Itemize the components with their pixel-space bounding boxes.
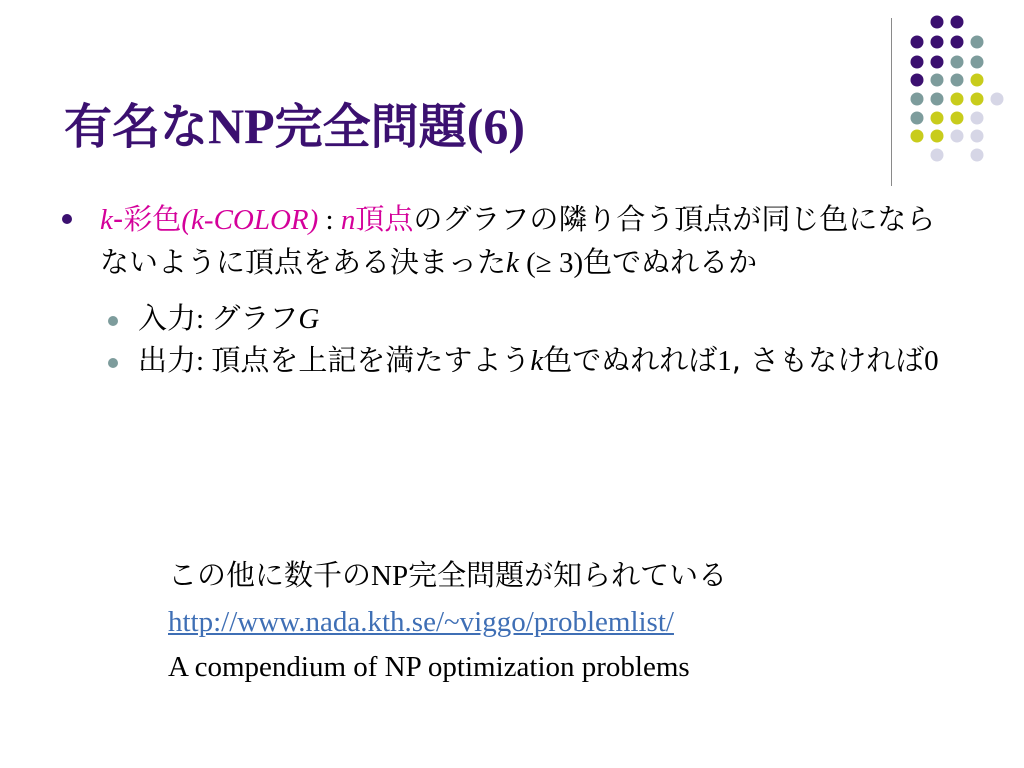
output-text-2: 色でぬれれば [543, 343, 718, 377]
decorative-dot [971, 93, 984, 106]
decorative-dot [911, 36, 924, 49]
var-n: n [340, 204, 356, 236]
note-text-2: 完全問題が知られている [408, 558, 728, 592]
note-text-1: この他に数千の [168, 558, 372, 592]
term-coloring: 彩色 [123, 202, 182, 236]
output-text-3: , さもなければ [731, 343, 925, 377]
decorative-dot [911, 130, 924, 143]
desc-part-1: のグラフの隣り合う頂点が同じ色になら [413, 202, 936, 236]
title-text-2: 完全問題 [274, 99, 467, 155]
decorative-dot [931, 56, 944, 69]
colon: : [196, 345, 212, 377]
title-text-number: (6) [466, 98, 525, 154]
decorative-dot [971, 56, 984, 69]
decorative-dot [951, 16, 964, 29]
title-text-1: 有名な [64, 99, 209, 155]
decorative-dot [911, 93, 924, 106]
reference-note [168, 553, 727, 599]
decorative-dot [931, 130, 944, 143]
desc-part-3: 色でぬれるか [583, 245, 758, 279]
decorative-dot [931, 112, 944, 125]
decorative-dot [951, 112, 964, 125]
input-label: 入力 [138, 301, 197, 335]
decorative-dot [931, 16, 944, 29]
decorative-dot [911, 56, 924, 69]
decorative-dot [971, 74, 984, 87]
decorative-dot [971, 149, 984, 162]
var-k-3: k [506, 247, 519, 279]
decorative-dot [911, 74, 924, 87]
sub-bullet-marker [108, 316, 118, 326]
title-text-np: NP [208, 98, 275, 154]
decorative-dot [951, 74, 964, 87]
constraint: (≥ 3) [518, 247, 584, 279]
decorative-divider [891, 18, 892, 186]
decorative-dot [931, 93, 944, 106]
decorative-dot [951, 130, 964, 143]
decorative-dot [951, 93, 964, 106]
bullet-marker [62, 214, 72, 224]
main-bullet-text [100, 198, 980, 284]
decorative-dot [951, 56, 964, 69]
dash: - [112, 202, 124, 236]
output-zero: 0 [924, 345, 939, 377]
decorative-dot [911, 112, 924, 125]
paren: ( [181, 204, 192, 236]
decorative-dot [931, 74, 944, 87]
problem-list-link[interactable]: http://www.nada.kth.se/~viggo/problemlist/ [168, 606, 674, 638]
reference-block [168, 553, 727, 690]
decorative-dot [971, 112, 984, 125]
decorative-dot [971, 36, 984, 49]
note-np: NP [371, 560, 409, 592]
var-k: k [100, 204, 113, 236]
decorative-dot [951, 36, 964, 49]
sub-bullet-output [138, 339, 958, 382]
sub-bullet-input [138, 297, 958, 340]
slide-title [64, 88, 525, 157]
var-k: k [530, 345, 544, 377]
output-one: 1 [717, 345, 732, 377]
sub-bullet-marker [108, 358, 118, 368]
input-text: グラフ [211, 301, 299, 335]
decorative-dot [971, 130, 984, 143]
decorative-dot [931, 149, 944, 162]
output-text-1: 頂点を上記を満たすよう [211, 343, 531, 377]
term-vertices: 頂点 [355, 202, 414, 236]
var-k-2: k [191, 204, 204, 236]
desc-part-2: ないように頂点をある決まった [100, 245, 507, 279]
var-g: G [298, 303, 320, 335]
output-label: 出力 [138, 343, 197, 377]
colon: : [196, 303, 212, 335]
decorative-dot [991, 93, 1004, 106]
compendium-caption: A compendium of NP optimization problems [168, 651, 690, 683]
term-k-color: -COLOR) [203, 204, 319, 236]
decorative-dot [931, 36, 944, 49]
colon: : [318, 204, 341, 236]
